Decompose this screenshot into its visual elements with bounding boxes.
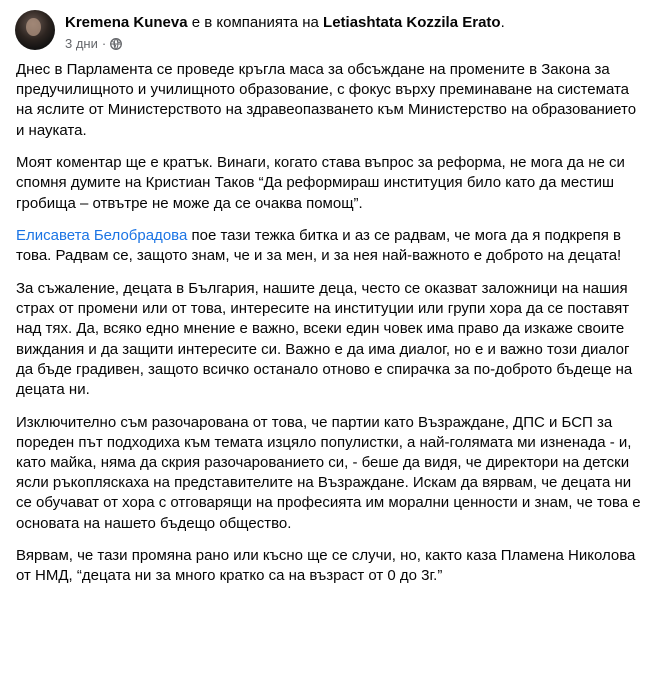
post-body [16,60,641,587]
with-connector-text: е в компанията на [191,14,319,31]
post-meta [65,10,505,52]
post-paragraph-1: Днес в Парламента се проведе кръгла маса за обсъждане на промените в Закона за предучилищното и училищното образование, с фокус върху преминаване на системата на яслите от Министерството на здравеопазването към Министерство на образованието и науката. [16,61,637,139]
post-paragraph-4: За съжаление, децата в България, нашите деца, често се оказват заложници на нашия страх от промени или от това, интересите на институции или групи хора да се поставят над тях. Да, всяко едно мнение е важно, всеки един човек има право да изкаже своите виждания и да защити интересите си. Важно е да има диалог, но е и важно този диалог да бъде градивен, защото всичко останало отново е спирачка за по-доброто бъдеще на децата ни. [16,280,633,399]
author-avatar[interactable] [15,10,55,50]
mention-link[interactable]: Елисавета Белобрадова [16,227,188,245]
post-paragraph-2: Моят коментар ще е кратък. Винаги, когато става въпрос за реформа, не мога да не си спомня думите на Кристиан Таков “Да реформираш институция било като да местиш гробища – отвътре не може да се очаква помощ”. [16,154,625,212]
post-paragraph-5: Изключително съм разочарована от това, че партии като Възраждане, ДПС и БСП за пореден път подходиха към темата изцяло популистки, а най-голямата ми изненада - и, като майка, няма да скрия разочарованието си, - беше да видя, че директори на детски ясли ръкопляскаха на представителите на Възраждане. Искам да вярвам, че децата ни се обучават от хора с отговарящи на професията им морални ценности и знам, че това е основата на нашето бъдещо общество. [16,413,641,532]
post-timestamp-link[interactable]: 3 дни [65,36,98,51]
tagged-name-link[interactable]: Letiashtata Kozzila Erato [323,14,501,31]
attribution-period: . [500,14,505,31]
post-attribution [65,13,505,32]
globe-icon[interactable] [110,38,122,50]
post-subline [65,36,505,52]
post-paragraph-6: Вярвам, че тази промяна рано или късно ще се случи, но, както каза Пламена Николова от НМД, “децата ни за много кратко са на възраст от 0 до 3г.” [16,547,636,585]
post-paragraph-3 [16,226,641,266]
post-header [16,0,641,60]
author-name-link[interactable]: Kremena Kuneva [65,14,188,31]
subline-separator: · [101,36,107,51]
post-paragraph-3-text: пое тази тежка битка и аз се радвам, че мога да я подкрепя в това. Радвам се, защото знам, че и за мен, и за нея най-важното е доброто на децата! [16,227,622,265]
